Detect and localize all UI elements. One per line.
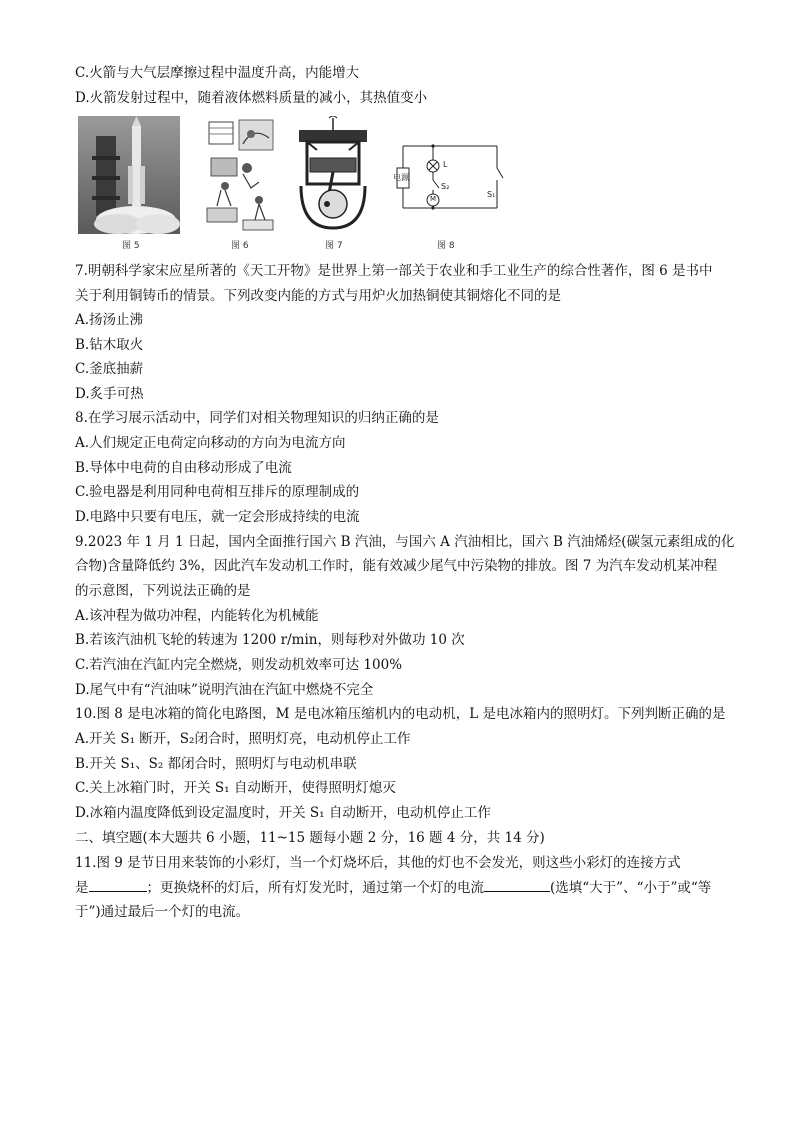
q8-option-d: D.电路中只要有电压，就一定会形成持续的电流 bbox=[75, 509, 360, 525]
figure-5 bbox=[78, 116, 180, 251]
q10-option-d: D.冰箱内温度降低到设定温度时，开关 S₁ 自动断开，电动机停止工作 bbox=[75, 805, 491, 821]
question-10-stem: 10.图 8 是电冰箱的简化电路图，M 是电冰箱压缩机内的电动机，L 是电冰箱内的照明灯。下列判断正确的是 bbox=[75, 706, 726, 722]
figure-8 bbox=[393, 116, 505, 251]
section-2-heading: 二、填空题(本大题共 6 小题，11~15 题每小题 2 分，16 题 4 分，共 14 分) bbox=[75, 830, 545, 846]
q9-option-a: A.该冲程为做功冲程，内能转化为机械能 bbox=[75, 608, 319, 624]
power-label: 电源 bbox=[393, 173, 409, 182]
q8-option-c: C.验电器是利用同种电荷相互排斥的原理制成的 bbox=[75, 484, 360, 500]
q6-option-c: C.火箭与大气层摩擦过程中温度升高，内能增大 bbox=[75, 65, 360, 81]
figure-6-caption: 图 6 bbox=[231, 241, 249, 251]
q10-option-b: B.开关 S₁、S₂ 都闭合时，照明灯与电动机串联 bbox=[75, 756, 357, 772]
question-9-stem-cont: 合物)含量降低约 3%，因此汽车发动机工作时，能有效减少尾气中污染物的排放。图 7 为汽车发动机某冲程 bbox=[75, 558, 718, 574]
question-11-stem: 11.图 9 是节日用来装饰的小彩灯，当一个灯烧坏后，其他的灯也不会发光，则这些小彩灯的连接方式 bbox=[75, 855, 681, 871]
figure-5-caption: 图 5 bbox=[122, 241, 140, 251]
question-11-stem-end: 于”)通过最后一个灯的电流。 bbox=[75, 904, 250, 920]
figure-8-caption: 图 8 bbox=[437, 241, 455, 251]
question-11-stem-cont bbox=[75, 879, 725, 897]
refrigerator-circuit-diagram bbox=[393, 116, 505, 234]
q8-option-b: B.导体中电荷的自由移动形成了电流 bbox=[75, 460, 292, 476]
question-8-stem: 8.在学习展示活动中，同学们对相关物理知识的归纳正确的是 bbox=[75, 410, 439, 426]
figure-7 bbox=[293, 116, 373, 251]
q9-option-d: D.尾气中有“汽油味”说明汽油在汽缸中燃烧不完全 bbox=[75, 682, 374, 698]
q6-option-d: D.火箭发射过程中，随着液体燃料质量的减小，其热值变小 bbox=[75, 90, 428, 106]
q11-text-1: 是 bbox=[75, 880, 89, 896]
question-7-stem-cont: 关于利用铜铸币的情景。下列改变内能的方式与用炉火加热铜使其铜熔化不同的是 bbox=[75, 288, 561, 304]
figure-6 bbox=[203, 116, 277, 251]
q10-option-c: C.关上冰箱门时，开关 S₁ 自动断开，使得照明灯熄灭 bbox=[75, 780, 396, 796]
switch-s1-label: S₁ bbox=[487, 190, 496, 199]
q8-option-a: A.人们规定正电荷定向移动的方向为电流方向 bbox=[75, 435, 346, 451]
figure-row bbox=[75, 116, 505, 254]
switch-s2-label: S₂ bbox=[441, 182, 450, 191]
engine-stroke-diagram bbox=[293, 116, 373, 234]
motor-label: M bbox=[430, 195, 437, 203]
q7-option-b: B.钻木取火 bbox=[75, 337, 144, 353]
q11-text-2: ；更换烧杯的灯后，所有灯发光时，通过第一个灯的电流 bbox=[146, 880, 484, 896]
rocket-launch-image bbox=[78, 116, 180, 234]
question-9-stem-end: 的示意图，下列说法正确的是 bbox=[75, 583, 251, 599]
figure-7-caption: 图 7 bbox=[325, 241, 343, 251]
q10-option-a: A.开关 S₁ 断开，S₂闭合时，照明灯亮，电动机停止工作 bbox=[75, 731, 411, 747]
q9-option-b: B.若该汽油机飞轮的转速为 1200 r/min，则每秒对外做功 10 次 bbox=[75, 632, 465, 648]
answer-blank-1[interactable] bbox=[89, 879, 147, 892]
q7-option-c: C.釜底抽薪 bbox=[75, 361, 144, 377]
q9-option-c: C.若汽油在汽缸内完全燃烧，则发动机效率可达 100% bbox=[75, 657, 403, 673]
question-9-stem: 9.2023 年 1 月 1 日起，国内全面推行国六 B 汽油，与国六 A 汽油相比，国六 B 汽油烯烃(碳氢元素组成的化 bbox=[75, 534, 735, 550]
answer-blank-2[interactable] bbox=[484, 879, 550, 892]
q7-option-a: A.扬汤止沸 bbox=[75, 312, 144, 328]
question-7-stem: 7.明朝科学家宋应星所著的《天工开物》是世界上第一部关于农业和手工业生产的综合性著作，图 6 是书中 bbox=[75, 263, 713, 279]
q11-text-3: (选填“大于”、“小于”或“等 bbox=[550, 880, 712, 896]
coin-casting-illustration bbox=[203, 116, 277, 234]
lamp-label: L bbox=[443, 160, 448, 169]
q7-option-d: D.炙手可热 bbox=[75, 386, 144, 402]
